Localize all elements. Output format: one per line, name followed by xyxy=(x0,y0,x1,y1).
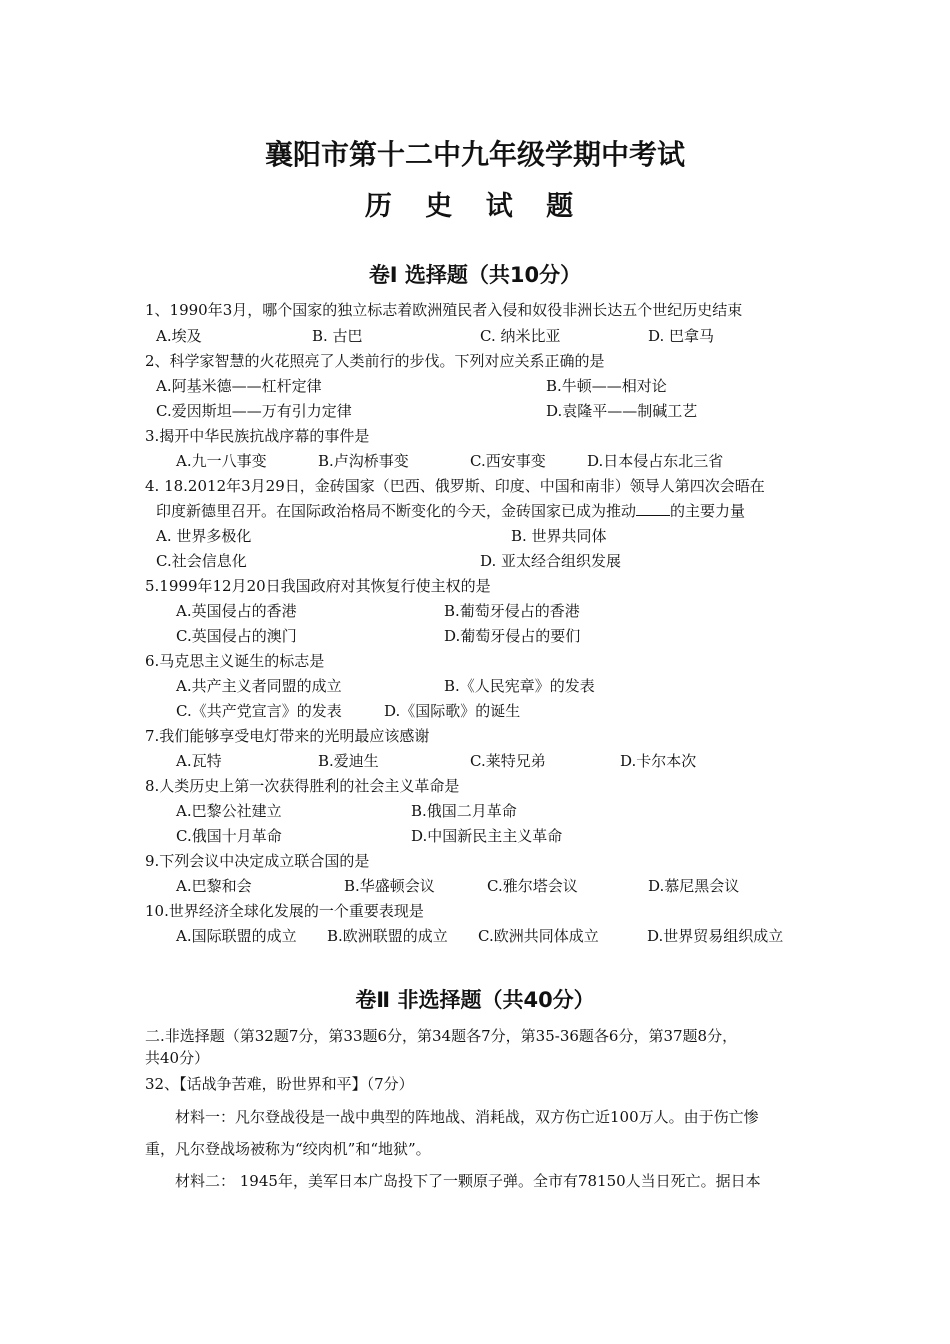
part1-heading: 卷I 选择题（共10分） xyxy=(368,263,582,287)
q6-option-c: C.《共产党宣言》的发表 xyxy=(176,702,342,720)
exam-title: 襄阳市第十二中九年级学期中考试 xyxy=(264,138,685,171)
material1-line2: 重，凡尔登战场被称为“绞肉机”和“地狱”。 xyxy=(145,1140,431,1158)
part2-heading: 卷Ⅱ 非选择题（共40分） xyxy=(355,988,595,1012)
q2-option-b: B.牛顿——相对论 xyxy=(546,377,667,395)
q4-option-b: B. 世界共同体 xyxy=(511,527,607,545)
q4-option-d: D. 亚太经合组织发展 xyxy=(480,552,622,570)
q4-stem: 4. 18.2012年3月29日，金砖国家（巴西、俄罗斯、印度、中国和南非）领导人第四次会晤在 xyxy=(145,477,765,495)
part2-intro-line1: 二.非选择题（第32题7分，第33题6分，第34题各7分，第35-36题各6分，第37题8分， xyxy=(145,1027,738,1045)
q9-option-c: C.雅尔塔会议 xyxy=(487,877,578,895)
q6-option-d: D.《国际歌》的诞生 xyxy=(384,702,521,720)
q4-stem-line2: 印度新德里召开。在国际政治格局不断变化的今天，金砖国家已成为推动 的主要力量 xyxy=(156,502,746,520)
q5-option-a: A.英国侵占的香港 xyxy=(176,602,297,620)
q6-option-b: B.《人民宪章》的发表 xyxy=(444,677,595,695)
q2-stem: 2、科学家智慧的火花照亮了人类前行的步伐。下列对应关系正确的是 xyxy=(145,352,605,370)
q10-option-b: B.欧洲联盟的成立 xyxy=(327,927,448,945)
q5-option-d: D.葡萄牙侵占的要们 xyxy=(444,627,581,645)
q3-option-c: C.西安事变 xyxy=(470,452,546,470)
q10-option-c: C.欧洲共同体成立 xyxy=(478,927,599,945)
q9-option-b: B.华盛顿会议 xyxy=(344,877,435,895)
q1-option-d: D. 巴拿马 xyxy=(648,327,715,345)
material2-line1: 材料二： 1945年，美军日本广岛投下了一颗原子弹。全市有78150人当日死亡。据日本 xyxy=(175,1172,761,1190)
q3-option-d: D.日本侵占东北三省 xyxy=(587,452,724,470)
q1-option-c: C. 纳米比亚 xyxy=(480,327,561,345)
material1-line1: 材料一：凡尔登战役是一战中典型的阵地战、消耗战，双方伤亡近100万人。由于伤亡惨 xyxy=(175,1108,759,1126)
q3-option-b: B.卢沟桥事变 xyxy=(318,452,409,470)
q4-option-a: A. 世界多极化 xyxy=(156,527,252,545)
q6-stem: 6.马克思主义诞生的标志是 xyxy=(145,652,325,670)
q8-option-c: C.俄国十月革命 xyxy=(176,827,282,845)
q8-option-b: B.俄国二月革命 xyxy=(411,802,517,820)
q32-title: 32、【话战争苦难，盼世界和平】（7分） xyxy=(145,1075,414,1093)
q3-stem: 3.揭开中华民族抗战序幕的事件是 xyxy=(145,427,370,445)
q6-option-a: A.共产主义者同盟的成立 xyxy=(176,677,342,695)
q5-option-c: C.英国侵占的澳门 xyxy=(176,627,297,645)
q7-option-c: C.莱特兄弟 xyxy=(470,752,546,770)
exam-subtitle: 历 史 试 题 xyxy=(364,191,586,222)
q8-option-d: D.中国新民主主义革命 xyxy=(411,827,563,845)
q1-stem: 1、1990年3月，哪个国家的独立标志着欧洲殖民者入侵和奴役非洲长达五个世纪历史结束 xyxy=(145,301,743,319)
q10-option-a: A.国际联盟的成立 xyxy=(176,927,297,945)
q2-option-c: C.爱因斯坦——万有引力定律 xyxy=(156,402,352,420)
q7-option-d: D.卡尔本次 xyxy=(620,752,697,770)
q9-stem: 9.下列会议中决定成立联合国的是 xyxy=(145,852,370,870)
q4-option-c: C.社会信息化 xyxy=(156,552,247,570)
q10-stem: 10.世界经济全球化发展的一个重要表现是 xyxy=(145,902,424,920)
q7-option-b: B.爱迪生 xyxy=(318,752,379,770)
q5-stem: 5.1999年12月20日我国政府对其恢复行使主权的是 xyxy=(145,577,491,595)
q7-stem: 7.我们能够享受电灯带来的光明最应该感谢 xyxy=(145,727,430,745)
q8-option-a: A.巴黎公社建立 xyxy=(176,802,282,820)
q1-option-a: A.埃及 xyxy=(156,327,202,345)
q9-option-a: A.巴黎和会 xyxy=(176,877,252,895)
answer-blank xyxy=(636,501,670,516)
q8-stem: 8.人类历史上第一次获得胜利的社会主义革命是 xyxy=(145,777,460,795)
q7-option-a: A.瓦特 xyxy=(176,752,222,770)
q5-option-b: B.葡萄牙侵占的香港 xyxy=(444,602,580,620)
q1-option-b: B. 古巴 xyxy=(312,327,363,345)
q2-option-a: A.阿基米德——杠杆定律 xyxy=(156,377,322,395)
q9-option-d: D.慕尼黑会议 xyxy=(648,877,740,895)
part2-intro-line2: 共40分） xyxy=(145,1049,210,1067)
q2-option-d: D.袁隆平——制碱工艺 xyxy=(546,402,698,420)
q3-option-a: A.九一八事变 xyxy=(176,452,267,470)
q10-option-d: D.世界贸易组织成立 xyxy=(647,927,784,945)
